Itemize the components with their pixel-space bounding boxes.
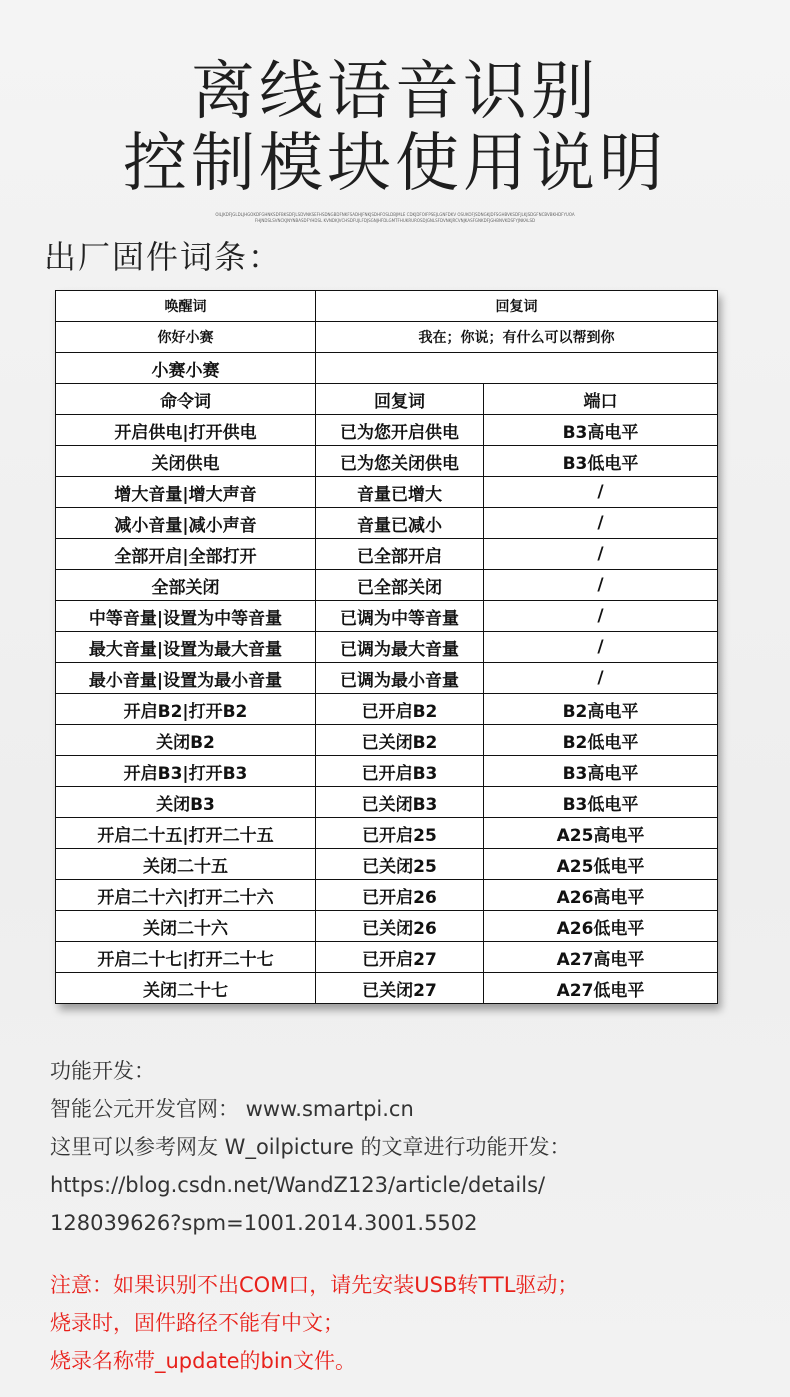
port-cell: / bbox=[484, 663, 718, 694]
page-title-line2: 控制模块使用说明 bbox=[123, 127, 667, 201]
command-word-cell: 中等音量|设置为中等音量 bbox=[56, 601, 316, 632]
wake-word-cell: 你好小赛 bbox=[56, 322, 316, 353]
command-word-cell: 最小音量|设置为最小音量 bbox=[56, 663, 316, 694]
command-row bbox=[56, 787, 718, 818]
port-cell: B3低电平 bbox=[484, 446, 718, 477]
reply-cell: 音量已减小 bbox=[316, 508, 484, 539]
command-row bbox=[56, 539, 718, 570]
port-cell: B2低电平 bbox=[484, 725, 718, 756]
command-row bbox=[56, 415, 718, 446]
command-row bbox=[56, 632, 718, 663]
reply-cell: 已开启26 bbox=[316, 880, 484, 911]
port-cell: B2高电平 bbox=[484, 694, 718, 725]
command-header-row bbox=[56, 384, 718, 415]
command-word-cell: 关闭B3 bbox=[56, 787, 316, 818]
wake-word-cell: 小赛小赛 bbox=[56, 353, 316, 384]
command-row bbox=[56, 911, 718, 942]
command-word-cell: 关闭供电 bbox=[56, 446, 316, 477]
reply-cell: 已关闭B2 bbox=[316, 725, 484, 756]
command-word-cell: 关闭二十六 bbox=[56, 911, 316, 942]
command-row bbox=[56, 880, 718, 911]
command-row bbox=[56, 725, 718, 756]
warning-line: 烧录时，固件路径不能有中文； bbox=[50, 1311, 344, 1335]
header-cell: 回复词 bbox=[316, 384, 484, 415]
reply-cell: 已全部开启 bbox=[316, 539, 484, 570]
command-row bbox=[56, 663, 718, 694]
port-cell: / bbox=[484, 570, 718, 601]
command-word-cell: 全部关闭 bbox=[56, 570, 316, 601]
command-word-cell: 关闭二十七 bbox=[56, 973, 316, 1004]
note-line: 功能开发： bbox=[50, 1059, 155, 1083]
port-cell: B3高电平 bbox=[484, 415, 718, 446]
command-row bbox=[56, 942, 718, 973]
reply-cell: 已为您开启供电 bbox=[316, 415, 484, 446]
reply-cell: 音量已增大 bbox=[316, 477, 484, 508]
warning-line: 注意：如果识别不出COM口，请先安装USB转TTL驱动； bbox=[50, 1273, 579, 1297]
command-word-cell: 开启二十五|打开二十五 bbox=[56, 818, 316, 849]
firmware-table-card bbox=[55, 290, 717, 1004]
port-cell: A25高电平 bbox=[484, 818, 718, 849]
dev-notes bbox=[50, 1052, 570, 1242]
section-title: 出厂固件词条： bbox=[44, 238, 283, 276]
warning-line: 烧录名称带_update的bin文件。 bbox=[50, 1349, 356, 1373]
wake-row bbox=[56, 353, 718, 384]
command-word-cell: 增大音量|增大声音 bbox=[56, 477, 316, 508]
port-cell: / bbox=[484, 508, 718, 539]
reply-cell: 已关闭26 bbox=[316, 911, 484, 942]
reply-cell: 已调为最小音量 bbox=[316, 663, 484, 694]
command-row bbox=[56, 508, 718, 539]
command-row bbox=[56, 446, 718, 477]
reply-cell: 已关闭25 bbox=[316, 849, 484, 880]
command-row bbox=[56, 601, 718, 632]
command-row bbox=[56, 756, 718, 787]
reply-cell: 已全部关闭 bbox=[316, 570, 484, 601]
command-word-cell: 关闭二十五 bbox=[56, 849, 316, 880]
reply-cell: 已开启25 bbox=[316, 818, 484, 849]
header-cell: 唤醒词 bbox=[56, 291, 316, 322]
firmware-table bbox=[55, 290, 718, 1004]
port-cell: A27高电平 bbox=[484, 942, 718, 973]
header-cell: 端口 bbox=[484, 384, 718, 415]
reply-cell: 已调为中等音量 bbox=[316, 601, 484, 632]
command-row bbox=[56, 818, 718, 849]
wake-row bbox=[56, 322, 718, 353]
command-word-cell: 关闭B2 bbox=[56, 725, 316, 756]
header-cell: 回复词 bbox=[316, 291, 718, 322]
command-row bbox=[56, 849, 718, 880]
fine-print: OILJKDFJGLDLJHGOKDFGHNKSDFBKSDFJLSDVNKSEFHSDNGBDFNKFSADHJFNKJSDHFOSLDBJMLE CDKJDFOIFPSEJLGNFDKV OSUKOFJSDNGKJDFSGHBVKSDFJLKJSDGFNCBVBKHDFYUOAFHJNDSLSVNCKJNYNBASDFYHDSL KVNDKJVCHSDFUJLFDJSGNJHFDLGMTFHUKRUROSDJGNLSFDVNKJRCVNJKASFGNKDFJGHBNVKDSFYJNKALSD bbox=[215, 212, 575, 223]
port-cell: B3低电平 bbox=[484, 787, 718, 818]
port-cell: / bbox=[484, 632, 718, 663]
reply-cell: 已开启27 bbox=[316, 942, 484, 973]
command-row bbox=[56, 694, 718, 725]
command-row bbox=[56, 477, 718, 508]
note-line: 这里可以参考网友 W_oilpicture 的文章进行功能开发： bbox=[50, 1135, 571, 1159]
port-cell: A26低电平 bbox=[484, 911, 718, 942]
page-title-line1: 离线语音识别 bbox=[191, 55, 599, 129]
reply-cell: 已为您关闭供电 bbox=[316, 446, 484, 477]
command-word-cell: 开启B2|打开B2 bbox=[56, 694, 316, 725]
command-word-cell: 减小音量|减小声音 bbox=[56, 508, 316, 539]
command-word-cell: 开启B3|打开B3 bbox=[56, 756, 316, 787]
note-link: https://blog.csdn.net/WandZ123/article/details/ bbox=[50, 1173, 546, 1197]
command-word-cell: 开启供电|打开供电 bbox=[56, 415, 316, 446]
port-cell: A27低电平 bbox=[484, 973, 718, 1004]
reply-cell: 已关闭27 bbox=[316, 973, 484, 1004]
port-cell: / bbox=[484, 539, 718, 570]
command-word-cell: 最大音量|设置为最大音量 bbox=[56, 632, 316, 663]
note-line: 智能公元开发官网： www.smartpi.cn bbox=[50, 1097, 414, 1121]
command-word-cell: 开启二十七|打开二十七 bbox=[56, 942, 316, 973]
port-cell: / bbox=[484, 601, 718, 632]
note-link: 128039626?spm=1001.2014.3001.5502 bbox=[50, 1211, 478, 1235]
command-word-cell: 开启二十六|打开二十六 bbox=[56, 880, 316, 911]
port-cell: A26高电平 bbox=[484, 880, 718, 911]
reply-cell: 我在；你说；有什么可以帮到你 bbox=[316, 322, 718, 353]
port-cell: A25低电平 bbox=[484, 849, 718, 880]
header-cell: 命令词 bbox=[56, 384, 316, 415]
reply-cell: 已关闭B3 bbox=[316, 787, 484, 818]
reply-cell: 已开启B2 bbox=[316, 694, 484, 725]
port-cell: B3高电平 bbox=[484, 756, 718, 787]
port-cell: / bbox=[484, 477, 718, 508]
command-word-cell: 全部开启|全部打开 bbox=[56, 539, 316, 570]
command-row bbox=[56, 570, 718, 601]
reply-cell: 已调为最大音量 bbox=[316, 632, 484, 663]
command-row bbox=[56, 973, 718, 1004]
warning-notes bbox=[50, 1266, 578, 1380]
reply-cell bbox=[316, 353, 718, 384]
reply-cell: 已开启B3 bbox=[316, 756, 484, 787]
wake-header-row bbox=[56, 291, 718, 322]
